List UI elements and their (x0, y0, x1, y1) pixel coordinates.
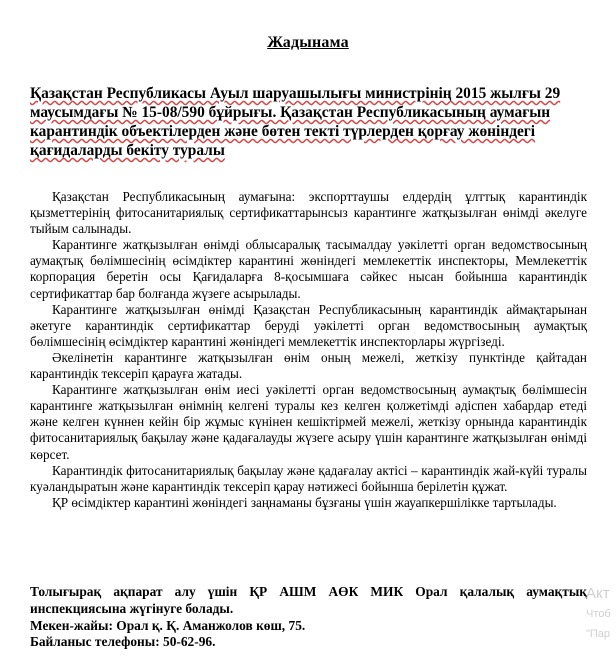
watermark-line: "Пар (586, 628, 611, 640)
body-paragraph: Карантиндік фитосанитариялық бақылау және қадағалау актісі – карантиндік жай-күйі туралы куәландыратын және карантиндік тексеріп қарау нәтижесі бойынша берілетін құжат. (30, 462, 587, 494)
watermark-line: Акт (586, 585, 610, 602)
body-paragraph: Карантинге жатқызылған өнім иесі уәкілетті орган ведомствосының аумақтық бөлімшесін карантинге жатқызылған өнімнің келгені туралы кез келген қолжетімді әдіспен хабардар етеді және келген күннен кейін бір жұмыс күнінен кешіктірмей межелі, жеткізу орнында карантиндік фитосанитариялық бақылау және қадағалауды жүзеге асыру үшін карантинге жатқызылған өнімді көрсет. (30, 382, 587, 462)
contact-address: Мекен-жайы: Орал қ. Қ. Аманжолов көш, 75. (30, 617, 306, 633)
body-paragraph: Қазақстан Республикасының аумағына: экспорттаушы елдердің ұлттық карантиндік қызметтерінің фитосанитариялық сертификаттарынсыз карантинге жатқызылған өнімді әкелуге тыйым салынады. (30, 189, 587, 237)
contact-block (30, 584, 587, 651)
document-heading: Қазақстан Республикасы Ауыл шаруашылығы министрінің 2015 жылғы 29 маусымдағы № 15-08/590 бұйрығы. Қазақстан Республикасының аумағын карантиндік объектілерден және бөтен текті түрлерден қорғау жөніндегі қағидаларды бекіту туралы (30, 85, 561, 159)
contact-phone: Байланыс телефоны: 50-62-96. (30, 634, 216, 650)
document-title: Жадынама (267, 34, 349, 51)
contact-info: Толығырақ ақпарат алу үшін ҚР АШМ АӨК МИК Орал қалалық аумақтық инспекциясына жүгінуге болады. (30, 584, 587, 616)
body-paragraph: ҚР өсімдіктер карантині жөніндегі заңнаманы бұзғаны үшін жауапкершілікке тартылады. (52, 494, 557, 510)
activation-watermark (586, 584, 616, 644)
document-body (30, 189, 587, 511)
body-paragraph: Карантинге жатқызылған өнімді Қазақстан Республикасының карантиндік аймақтарынан әкетуге карантиндік сертификаттар беруді уәкілетті орган ведомствосының аумақтық бөлімшесінің өсімдіктер карантині жөніндегі мемлекеттік инспекторлары жүргізеді. (30, 301, 587, 349)
body-paragraph: Әкелінетін карантинге жатқызылған өнім оның межелі, жеткізу пунктінде қайтадан карантиндік тексеріп қарауға жатады. (30, 349, 587, 382)
body-paragraph: Карантинге жатқызылған өнімді облысаралық тасымалдау уәкілетті орган ведомствосының аумақтық бөлімшесінің өсімдіктер карантині жөніндегі мемлекеттік инспекторы, Мемлекеттік корпорация беретін осы Қағидаларға 8-қосымшаға сәйкес нысан бойынша карантиндік сертификаттар бар болғанда жүзеге асырылады. (30, 237, 587, 301)
watermark-line: Чтоб (586, 608, 611, 620)
